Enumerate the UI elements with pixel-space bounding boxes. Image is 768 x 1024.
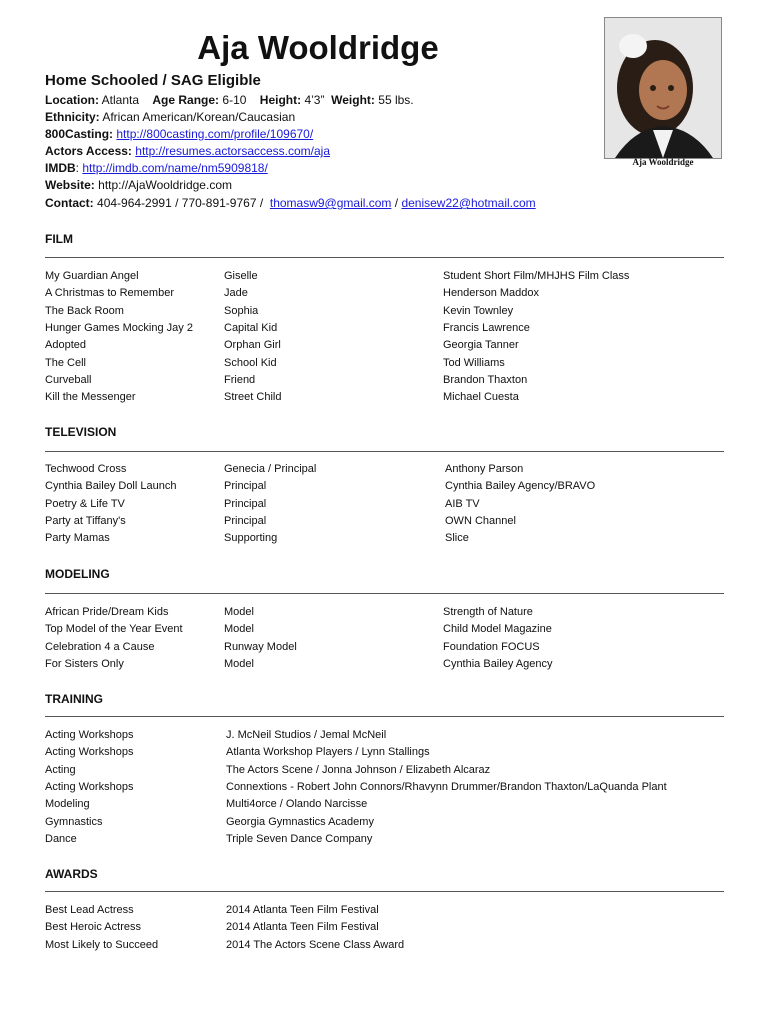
film-cell: Georgia Tanner [443,339,519,352]
modeling-cell: For Sisters Only [45,657,124,670]
weight-value: 55 lbs. [378,93,414,107]
film-cell: Street Child [224,391,282,404]
film-cell: Hunger Games Mocking Jay 2 [45,321,193,334]
television-row [45,461,735,478]
film-cell: Sophia [224,304,259,317]
actors-access-label: Actors Access: [45,144,132,158]
section-title-television: TELEVISION [45,425,117,439]
awards-row [45,937,735,954]
email-link-2[interactable]: denisew22@hotmail.com [401,196,536,210]
info-line-location [45,92,414,109]
television-cell: OWN Channel [445,514,516,527]
film-row [45,337,735,354]
awards-cell: Best Lead Actress [45,904,134,916]
training-row [45,796,735,813]
resume-name: Aja Wooldridge [197,29,439,66]
training-row [45,814,735,831]
training-row [45,762,735,779]
film-row [45,355,735,372]
film-cell: Curveball [45,373,92,386]
training-cell: The Actors Scene / Jonna Johnson / Elizabeth Alcaraz [226,763,491,776]
film-cell: Francis Lawrence [443,321,530,334]
television-cell: Party at Tiffany's [45,514,126,527]
television-cell: Principal [224,480,267,493]
ethnicity-label: Ethnicity: [45,110,100,124]
training-cell: J. McNeil Studios / Jemal McNeil [226,729,387,741]
modeling-row [45,656,735,673]
television-cell: Cynthia Bailey Agency/BRAVO [445,480,596,493]
contact-separator: / [171,196,182,210]
ethnicity-value: African American/Korean/Caucasian [102,110,296,124]
modeling-cell: Celebration 4 a Cause [45,640,155,653]
imdb-separator: : [75,161,80,175]
television-cell: Supporting [224,532,278,545]
film-cell: Jade [224,287,248,300]
training-cell: Atlanta Workshop Players / Lynn Stallings [226,746,430,759]
modeling-cell: Cynthia Bailey Agency [443,657,553,670]
modeling-cell: Foundation FOCUS [443,640,540,653]
television-cell: Poetry & Life TV [45,497,125,510]
age-label: Age Range: [152,93,220,107]
modeling-cell: Child Model Magazine [443,623,552,636]
awards-cell: Most Likely to Succeed [45,938,159,951]
section-divider [45,891,724,892]
email-link-1[interactable]: thomasw9@gmail.com [269,196,392,210]
television-cell: AIB TV [445,497,480,510]
info-line-contact [45,195,536,212]
section-title-film: FILM [45,232,73,246]
film-row [45,268,735,285]
film-cell: Capital Kid [224,321,278,334]
film-cell: Orphan Girl [224,339,281,352]
modeling-cell: African Pride/Dream Kids [45,606,169,618]
imdb-label: IMDB [45,161,76,175]
phone-1: 404-964-2991 [97,196,172,210]
modeling-cell: Model [224,623,254,636]
section-divider [45,451,724,452]
training-cell: Triple Seven Dance Company [226,832,373,845]
film-cell: Henderson Maddox [443,287,540,300]
training-cell: Multi4orce / Olando Narcisse [226,798,368,811]
film-cell: The Cell [45,356,86,369]
television-row [45,513,735,530]
headshot-photo [604,17,722,159]
awards-row [45,919,735,936]
headshot-image [605,18,721,158]
training-cell: Georgia Gymnastics Academy [226,815,374,828]
film-cell: Student Short Film/MHJHS Film Class [443,270,630,282]
section-divider [45,257,724,258]
modeling-row [45,639,735,656]
television-cell: Cynthia Bailey Doll Launch [45,480,177,493]
info-line-ethnicity [45,109,295,126]
television-cell: Anthony Parson [445,463,524,475]
contact-separator: / [256,196,267,210]
television-row [45,530,735,547]
film-cell: Friend [224,373,256,386]
modeling-cell: Model [224,657,254,670]
film-cell: My Guardian Angel [45,270,139,282]
training-row [45,744,735,761]
contact-separator: / [391,196,402,210]
training-cell: Gymnastics [45,815,103,828]
film-cell: Kill the Messenger [45,391,136,404]
film-cell: Tod Williams [443,356,505,369]
television-row [45,478,735,495]
info-line-800casting [45,126,313,143]
training-cell: Dance [45,832,77,845]
height-label: Height: [259,93,302,107]
modeling-cell: Runway Model [224,640,297,653]
modeling-cell: Top Model of the Year Event [45,623,183,636]
film-cell: Adopted [45,339,86,352]
location-value: Atlanta [101,93,140,107]
television-cell: Principal [224,514,267,527]
photo-caption: Aja Wooldridge [632,157,694,167]
training-row [45,727,735,744]
location-label: Location: [45,93,99,107]
awards-cell: 2014 The Actors Scene Class Award [226,938,405,951]
training-row [45,779,735,796]
info-line-imdb [45,160,268,177]
film-row [45,285,735,302]
training-cell: Acting [45,763,76,776]
height-value: 4’3” [304,93,325,107]
modeling-cell: Model [224,606,254,618]
age-value: 6-10 [222,93,247,107]
training-cell: Acting Workshops [45,746,134,759]
television-cell: Techwood Cross [45,463,127,475]
television-cell: Principal [224,497,267,510]
casting-link[interactable]: http://800casting.com/profile/109670/ [116,127,314,141]
film-cell: Giselle [224,270,258,282]
modeling-row [45,621,735,638]
film-row [45,372,735,389]
casting-label: 800Casting: [45,127,114,141]
website-label: Website: [45,178,95,192]
info-line-website [45,177,232,194]
website-value: http://AjaWooldridge.com [98,178,232,192]
actors-access-link[interactable]: http://resumes.actorsaccess.com/aja [135,144,331,158]
imdb-link[interactable]: http://imdb.com/name/nm5909818/ [82,161,268,175]
film-cell: Kevin Townley [443,304,514,317]
section-title-modeling: MODELING [45,567,110,581]
section-title-awards: AWARDS [45,867,98,881]
film-cell: The Back Room [45,304,124,317]
training-cell: Connextions - Robert John Connors/Rhavynn Drummer/Brandon Thaxton/LaQuanda Plant [226,780,667,793]
awards-row [45,902,735,919]
training-cell: Modeling [45,798,90,811]
contact-label: Contact: [45,196,94,210]
training-row [45,831,735,848]
section-divider [45,716,724,717]
modeling-row [45,604,735,621]
info-line-actors-access [45,143,330,160]
section-title-training: TRAINING [45,692,103,706]
awards-cell: 2014 Atlanta Teen Film Festival [226,904,379,916]
film-cell: Michael Cuesta [443,391,519,404]
film-row [45,389,735,406]
phone-2: 770-891-9767 [181,196,257,210]
section-divider [45,593,724,594]
film-cell: School Kid [224,356,277,369]
training-cell: Acting Workshops [45,780,134,793]
film-row [45,320,735,337]
awards-cell: Best Heroic Actress [45,921,141,934]
television-row [45,496,735,513]
modeling-cell: Strength of Nature [443,606,533,618]
weight-label: Weight: [331,93,375,107]
television-cell: Party Mamas [45,532,110,545]
film-cell: A Christmas to Remember [45,287,174,300]
resume-subtitle: Home Schooled / SAG Eligible [45,72,261,89]
television-cell: Slice [445,532,469,545]
film-cell: Brandon Thaxton [443,373,528,386]
training-cell: Acting Workshops [45,729,134,741]
film-row [45,303,735,320]
awards-cell: 2014 Atlanta Teen Film Festival [226,921,379,934]
television-cell: Genecia / Principal [224,463,317,475]
